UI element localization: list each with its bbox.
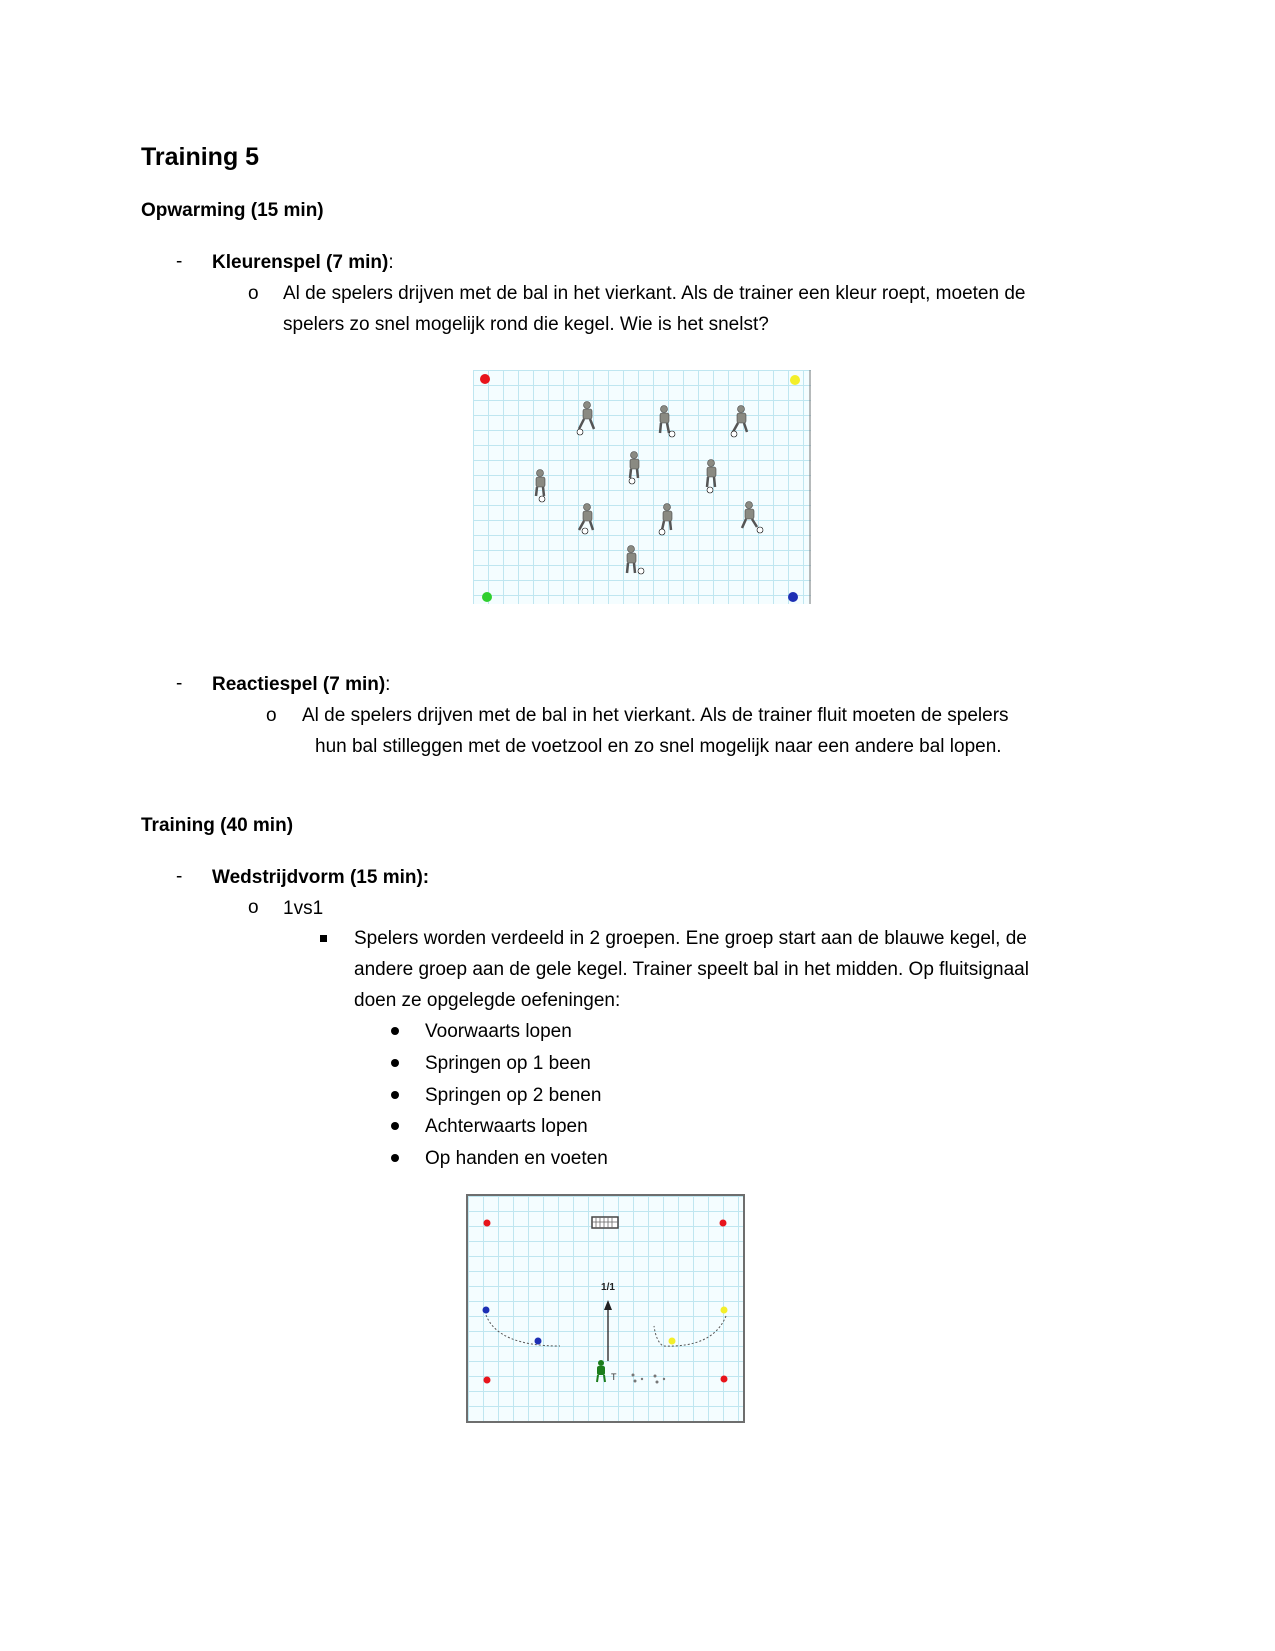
game2-line2: hun bal stilleggen met de voetzool en zo snel mogelijk naar een andere bal lopen. bbox=[315, 736, 1002, 757]
yellow-run-path bbox=[654, 1316, 726, 1346]
exercise-item: Achterwaarts lopen bbox=[425, 1116, 588, 1137]
page-title: Training 5 bbox=[141, 143, 260, 171]
trainer-label: T bbox=[611, 1372, 617, 1382]
game1-line1: Al de spelers drijven met de bal in het vierkant. Als de trainer een kleur roept, moeten de bbox=[283, 283, 1026, 304]
player-icon bbox=[579, 504, 593, 535]
player-icon bbox=[629, 452, 639, 485]
form-line1: Spelers worden verdeeld in 2 groepen. Ene groep start aan de blauwe kegel, de bbox=[354, 928, 1027, 949]
game2-name: Reactiespel (7 min) bbox=[212, 674, 386, 695]
blue-run-path bbox=[486, 1315, 560, 1346]
game2-line1: Al de spelers drijven met de bal in het vierkant. Als de trainer fluit moeten de spelers bbox=[302, 705, 1009, 726]
bullet-icon bbox=[391, 1154, 399, 1162]
duel-label: 1/1 bbox=[601, 1282, 615, 1293]
red-cone-icon bbox=[721, 1376, 728, 1383]
yellow-cone-icon bbox=[790, 375, 800, 385]
circle-marker: o bbox=[248, 283, 259, 304]
yellow-cone-icon bbox=[721, 1307, 728, 1314]
player-icon bbox=[536, 470, 545, 503]
exercise-item: Op handen en voeten bbox=[425, 1148, 608, 1169]
game1-title bbox=[212, 247, 394, 278]
trainer-icon bbox=[597, 1360, 605, 1382]
blue-ball-icon bbox=[535, 1338, 542, 1345]
warmup-heading: Opwarming (15 min) bbox=[141, 200, 324, 221]
red-cone-icon bbox=[484, 1220, 491, 1227]
square-bullet-icon bbox=[320, 935, 327, 942]
form-line3: doen ze opgelegde oefeningen: bbox=[354, 990, 621, 1011]
form-line2: andere groep aan de gele kegel. Trainer speelt bal in het midden. Op fluitsignaal bbox=[354, 959, 1029, 980]
red-cone-icon bbox=[484, 1377, 491, 1384]
form-title: Wedstrijdvorm (15 min): bbox=[212, 867, 430, 888]
training-heading: Training (40 min) bbox=[141, 815, 294, 836]
player-icon bbox=[731, 406, 747, 438]
game1-name: Kleurenspel (7 min) bbox=[212, 252, 389, 273]
red-cone-icon bbox=[480, 374, 490, 384]
color-game-diagram bbox=[473, 370, 811, 604]
blue-cone-icon bbox=[788, 592, 798, 602]
player-icon bbox=[707, 460, 716, 494]
game1-line2: spelers zo snel mogelijk rond die kegel. Wie is het snelst? bbox=[283, 314, 769, 335]
player-icon bbox=[660, 406, 675, 438]
bullet-icon bbox=[391, 1027, 399, 1035]
exercise-item: Springen op 1 been bbox=[425, 1053, 591, 1074]
exercise-item: Springen op 2 benen bbox=[425, 1085, 602, 1106]
bullet-icon bbox=[391, 1122, 399, 1130]
green-cone-icon bbox=[482, 592, 492, 602]
dash-marker: - bbox=[176, 866, 183, 887]
game2-title bbox=[212, 669, 390, 700]
game2-colon: : bbox=[385, 674, 391, 695]
bullet-icon bbox=[391, 1059, 399, 1067]
red-cone-icon bbox=[720, 1220, 727, 1227]
circle-marker: o bbox=[266, 705, 277, 726]
blue-cone-icon bbox=[483, 1307, 490, 1314]
one-vs-one-diagram bbox=[466, 1194, 745, 1423]
player-icon bbox=[627, 546, 644, 575]
bullet-icon bbox=[391, 1091, 399, 1099]
dash-marker: - bbox=[176, 251, 183, 272]
player-icon bbox=[742, 502, 763, 534]
game1-colon: : bbox=[388, 252, 394, 273]
exercise-item: Voorwaarts lopen bbox=[425, 1021, 572, 1042]
player-icon bbox=[577, 402, 594, 436]
dash-marker: - bbox=[176, 673, 183, 694]
balls-icon bbox=[632, 1374, 666, 1384]
goal-icon bbox=[592, 1217, 618, 1228]
one-vs-one-field-svg bbox=[468, 1196, 743, 1421]
yellow-ball-icon bbox=[669, 1338, 676, 1345]
player-icon bbox=[659, 504, 672, 536]
color-game-field-svg bbox=[473, 370, 811, 604]
form-sub: 1vs1 bbox=[283, 898, 324, 919]
arrow-head-icon bbox=[604, 1300, 612, 1310]
circle-marker: o bbox=[248, 897, 259, 918]
